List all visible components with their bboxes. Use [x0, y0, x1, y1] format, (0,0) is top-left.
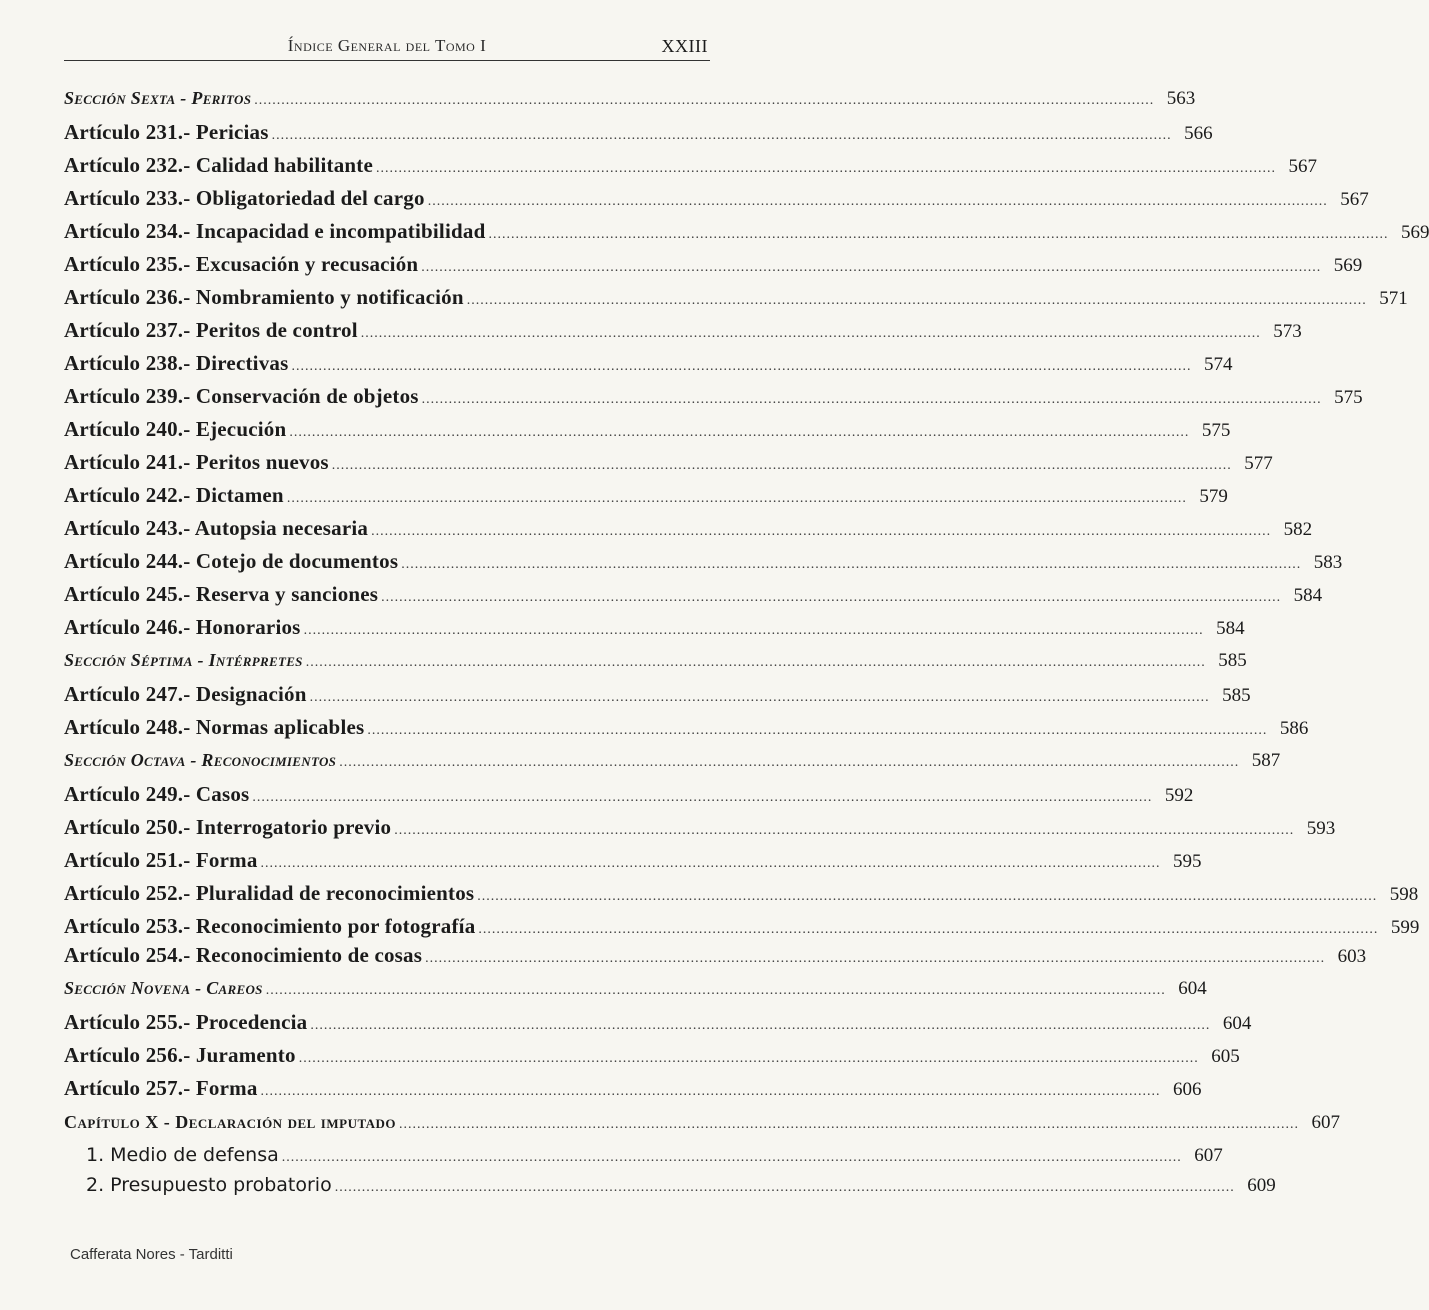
toc-entry-article [64, 483, 1228, 513]
dot-leader: ........................................................................................................................................................................................................ [478, 922, 1379, 937]
toc-entry-page: 569 [1400, 222, 1429, 243]
dot-leader: ........................................................................................................................................................................................................ [371, 524, 1272, 539]
toc-entry-article [64, 615, 1245, 645]
toc-entry-label: Artículo 254.- Reconocimiento de cosas [64, 943, 423, 967]
dot-leader: ........................................................................................................................................................................................................ [488, 227, 1389, 242]
dot-leader: ........................................................................................................................................................................................................ [252, 790, 1153, 805]
toc-entry-label: 2. Presupuesto probatorio [86, 1174, 332, 1196]
toc-entry-label: Artículo 256.- Juramento [64, 1043, 296, 1067]
toc-entry-label: Artículo 247.- Designación [64, 682, 307, 706]
toc-entry-section [64, 978, 1207, 1008]
toc-entry-article [64, 186, 1369, 216]
toc-entry-page: 606 [1173, 1079, 1202, 1100]
toc-entry-article [64, 417, 1231, 447]
dot-leader: ........................................................................................................................................................................................................ [360, 326, 1261, 341]
toc-entry-section [64, 88, 1196, 118]
toc-entry-label: Artículo 250.- Interrogatorio previo [64, 815, 392, 839]
toc-entry-article [64, 318, 1302, 348]
toc-entry-label: Artículo 257.- Forma [64, 1076, 258, 1100]
toc-entry-page: 604 [1178, 978, 1207, 999]
toc-entry-label: Sección Novena - Careos [64, 978, 263, 998]
dot-leader: ........................................................................................................................................................................................................ [305, 655, 1206, 670]
toc-entry-page: 585 [1218, 650, 1247, 671]
dot-leader: ........................................................................................................................................................................................................ [310, 1018, 1211, 1033]
toc-entry-label: Sección Octava - Reconocimientos [64, 750, 337, 770]
toc-entry-page: 607 [1194, 1145, 1223, 1166]
running-header [64, 32, 710, 61]
toc-entry-article [64, 153, 1317, 183]
toc-entry-label: Artículo 244.- Cotejo de documentos [64, 549, 399, 573]
toc-entry-page: 567 [1340, 189, 1369, 210]
toc-entry-label: Artículo 248.- Normas aplicables [64, 715, 365, 739]
dot-leader: ........................................................................................................................................................................................................ [265, 983, 1166, 998]
dot-leader: ........................................................................................................................................................................................................ [399, 1117, 1300, 1132]
dot-leader: ........................................................................................................................................................................................................ [367, 723, 1268, 738]
toc-entry-page: 586 [1279, 718, 1309, 739]
dot-leader: ........................................................................................................................................................................................................ [286, 491, 1187, 506]
toc-entry-chapter [64, 1112, 1341, 1142]
toc-entry-page: 573 [1273, 321, 1302, 342]
toc-entry-page: 603 [1337, 946, 1367, 967]
toc-entry-label: Artículo 242.- Dictamen [64, 483, 284, 507]
toc-entry-label: Artículo 243.- Autopsia necesaria [64, 516, 369, 540]
toc-entry-label: Artículo 252.- Pluralidad de reconocimientos [64, 881, 475, 905]
toc-entry-article [64, 120, 1213, 150]
toc-entry-article [64, 848, 1202, 878]
toc-entry-page: 599 [1390, 917, 1420, 938]
dot-leader: ........................................................................................................................................................................................................ [425, 951, 1326, 966]
toc-entry-article [64, 914, 1420, 944]
toc-entry-article [64, 881, 1419, 911]
toc-entry-article [64, 715, 1309, 745]
dot-leader: ........................................................................................................................................................................................................ [421, 392, 1322, 407]
toc-entry-page: 605 [1211, 1046, 1240, 1067]
toc-entry-article [64, 450, 1273, 480]
dot-leader: ........................................................................................................................................................................................................ [427, 194, 1328, 209]
dot-leader: ........................................................................................................................................................................................................ [394, 823, 1295, 838]
footer-authors: Cafferata Nores - Tarditti [70, 1246, 233, 1263]
toc-entry-label: Artículo 237.- Peritos de control [64, 318, 358, 342]
toc-entry-label: Sección Sexta - Peritos [64, 88, 252, 108]
toc-entry-page: 593 [1306, 818, 1336, 839]
header-title: Índice General del Tomo I [287, 36, 487, 55]
toc-entry-label: 1. Medio de defensa [86, 1144, 279, 1166]
toc-entry-article [64, 1010, 1252, 1040]
dot-leader: ........................................................................................................................................................................................................ [401, 557, 1302, 572]
toc-entry-page: 585 [1222, 685, 1251, 706]
toc-entry-label: Artículo 234.- Incapacidad e incompatibilidad [64, 219, 486, 243]
dot-leader: ........................................................................................................................................................................................................ [260, 856, 1161, 871]
toc-entry-label: Artículo 238.- Directivas [64, 351, 289, 375]
dot-leader: ........................................................................................................................................................................................................ [381, 590, 1282, 605]
toc-entry-label: Artículo 251.- Forma [64, 848, 258, 872]
toc-entry-page: 607 [1311, 1112, 1341, 1133]
toc-entry-label: Sección Séptima - Intérpretes [64, 650, 303, 670]
toc-entry-page: 587 [1251, 750, 1281, 771]
dot-leader: ........................................................................................................................................................................................................ [466, 293, 1367, 308]
toc-entry-sub [64, 1174, 1276, 1204]
dot-leader: ........................................................................................................................................................................................................ [375, 161, 1276, 176]
toc-entry-page: 566 [1184, 123, 1213, 144]
toc-entry-page: 563 [1166, 88, 1196, 109]
toc-entry-article [64, 351, 1233, 381]
toc-entry-page: 604 [1222, 1013, 1252, 1034]
toc-entry-page: 574 [1203, 354, 1233, 375]
dot-leader: ........................................................................................................................................................................................................ [331, 458, 1232, 473]
toc-entry-label: Artículo 232.- Calidad habilitante [64, 153, 373, 177]
toc-entry-label: Capítulo X - Declaración del imputado [64, 1112, 397, 1132]
toc-entry-label: Artículo 236.- Nombramiento y notificación [64, 285, 464, 309]
toc-entry-article [64, 252, 1363, 282]
toc-entry-article [64, 384, 1363, 414]
toc-entry-label: Artículo 239.- Conservación de objetos [64, 384, 419, 408]
toc-entry-label: Artículo 249.- Casos [64, 782, 250, 806]
toc-entry-article [64, 1076, 1202, 1106]
toc-entry-article [64, 549, 1343, 579]
toc-entry-page: 592 [1164, 785, 1194, 806]
toc-entry-sub [64, 1144, 1223, 1174]
toc-entry-page: 584 [1293, 585, 1323, 606]
toc-entry-label: Artículo 235.- Excusación y recusación [64, 252, 419, 276]
toc-entry-label: Artículo 253.- Reconocimiento por fotografía [64, 914, 476, 938]
toc-entry-page: 595 [1173, 851, 1202, 872]
dot-leader: ........................................................................................................................................................................................................ [298, 1051, 1199, 1066]
toc-entry-page: 575 [1201, 420, 1231, 441]
toc-entry-label: Artículo 245.- Reserva y sanciones [64, 582, 379, 606]
toc-entry-article [64, 682, 1251, 712]
toc-entry-page: 571 [1379, 288, 1408, 309]
toc-entry-page: 583 [1313, 552, 1343, 573]
dot-leader: ........................................................................................................................................................................................................ [309, 690, 1210, 705]
toc-entry-article [64, 219, 1429, 249]
toc-entry-page: 584 [1216, 618, 1245, 639]
dot-leader: ........................................................................................................................................................................................................ [303, 623, 1204, 638]
toc-entry-section [64, 650, 1247, 680]
toc-entry-label: Artículo 240.- Ejecución [64, 417, 287, 441]
dot-leader: ........................................................................................................................................................................................................ [260, 1084, 1161, 1099]
toc-entry-page: 579 [1199, 486, 1228, 507]
dot-leader: ........................................................................................................................................................................................................ [271, 128, 1172, 143]
toc-entry-label: Artículo 255.- Procedencia [64, 1010, 308, 1034]
toc-entry-page: 569 [1333, 255, 1363, 276]
toc-entry-page: 575 [1334, 387, 1363, 408]
dot-leader: ........................................................................................................................................................................................................ [291, 359, 1192, 374]
dot-leader: ........................................................................................................................................................................................................ [254, 93, 1155, 108]
toc-entry-page: 567 [1288, 156, 1317, 177]
dot-leader: ........................................................................................................................................................................................................ [289, 425, 1190, 440]
toc-entry-article [64, 943, 1367, 973]
toc-entry-article [64, 582, 1323, 612]
toc-entry-article [64, 516, 1313, 546]
toc-entry-article [64, 285, 1408, 315]
toc-entry-article [64, 1043, 1240, 1073]
dot-leader: ........................................................................................................................................................................................................ [334, 1180, 1235, 1195]
toc-entry-page: 582 [1283, 519, 1313, 540]
toc-entry-page: 609 [1247, 1175, 1276, 1196]
toc-entry-label: Artículo 233.- Obligatoriedad del cargo [64, 186, 425, 210]
dot-leader: ........................................................................................................................................................................................................ [339, 755, 1240, 770]
toc-entry-label: Artículo 231.- Pericias [64, 120, 269, 144]
toc-entry-article [64, 782, 1194, 812]
header-page-number: XXIII [661, 36, 708, 56]
toc-entry-article [64, 815, 1336, 845]
toc-entry-label: Artículo 246.- Honorarios [64, 615, 301, 639]
toc-entry-page: 577 [1244, 453, 1273, 474]
dot-leader: ........................................................................................................................................................................................................ [421, 260, 1322, 275]
toc-entry-page: 598 [1389, 884, 1419, 905]
toc-entry-label: Artículo 241.- Peritos nuevos [64, 450, 329, 474]
dot-leader: ........................................................................................................................................................................................................ [477, 889, 1378, 904]
dot-leader: ........................................................................................................................................................................................................ [281, 1150, 1182, 1165]
toc-entry-section [64, 750, 1281, 780]
